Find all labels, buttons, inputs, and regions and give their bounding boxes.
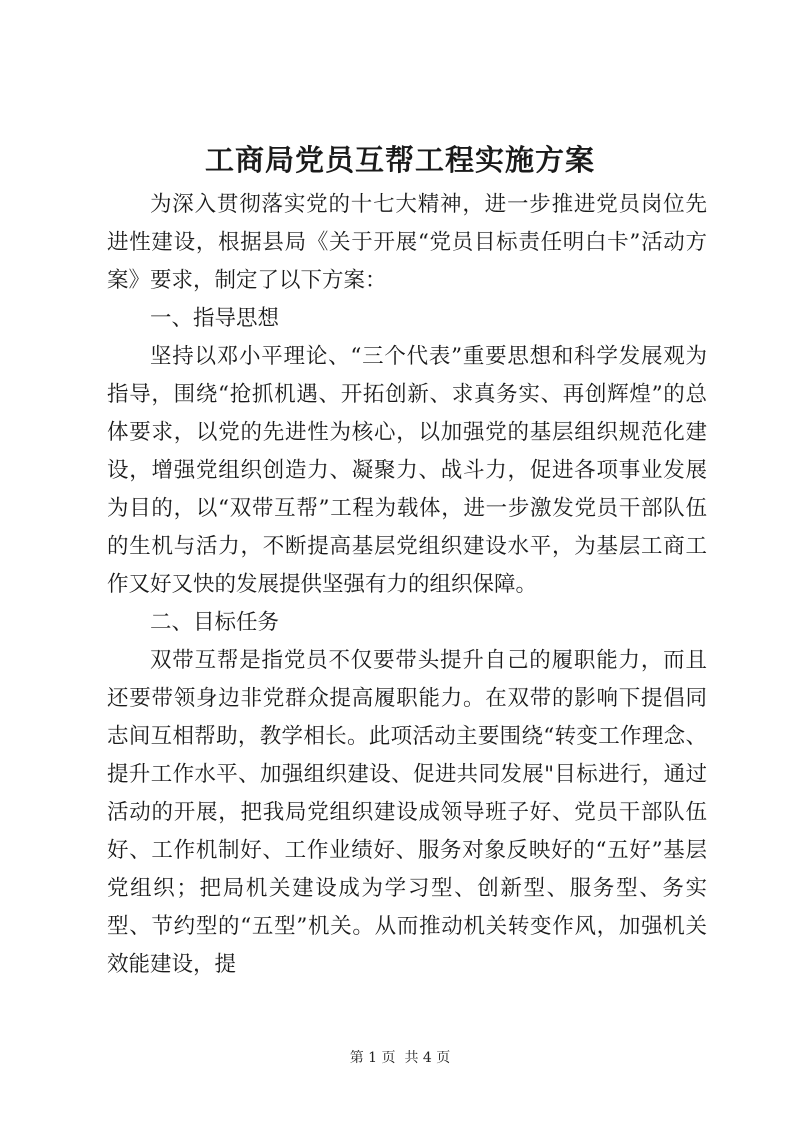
section-heading-objectives: 二、目标任务 — [150, 610, 280, 635]
document-body — [107, 186, 707, 984]
paragraph-objectives: 双带互帮是指党员不仅要带头提升自己的履职能力，而且还要带领身边非党群众提高履职能力。在双带的影响下提倡同志间互相帮助，教学相长。此项活动主要围绕“转变工作理念、提升工作水平、加强组织建设、促进共同发展"目标进行，通过活动的开展，把我局党组织建设成领导班子好、党员干部队伍好、工作机制好、工作业绩好、服务对象反映好的“五好”基层党组织；把局机关建设成为学习型、创新型、服务型、务实型、节约型的“五型”机关。从而推动机关转变作风，加强机关效能建设，提 — [107, 648, 707, 977]
document-title: 工商局党员互帮工程实施方案 — [204, 143, 595, 177]
page-number-label: 第 1 页 共 4 页 — [349, 1050, 451, 1066]
paragraph-guiding-ideology: 坚持以邓小平理论、“三个代表”重要思想和科学发展观为指导，围绕“抢抓机遇、开拓创新、求真务实、再创辉煌”的总体要求，以党的先进性为核心，以加强党的基层组织规范化建设，增强党组织创造力、凝聚力、战斗力，促进各项事业发展为目的，以“双带互帮”工程为载体，进一步激发党员干部队伍的生机与活力，不断提高基层党组织建设水平，为基层工商工作又好又快的发展提供坚强有力的组织保障。 — [107, 344, 707, 597]
page-footer — [0, 1048, 800, 1068]
section-heading-guiding-ideology: 一、指导思想 — [150, 306, 280, 331]
paragraph-intro: 为深入贯彻落实党的十七大精神，进一步推进党员岗位先进性建设，根据县局《关于开展“党员目标责任明白卡”活动方案》要求，制定了以下方案： — [107, 192, 707, 293]
